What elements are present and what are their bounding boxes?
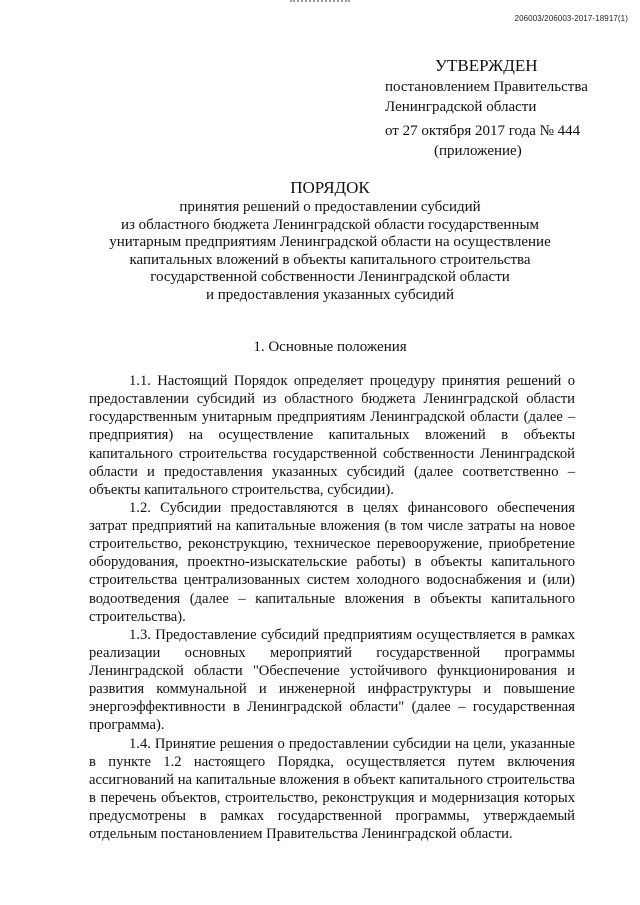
approval-line-1: постановлением Правительства	[385, 79, 588, 95]
approval-appendix: (приложение)	[434, 143, 522, 159]
document-title	[80, 178, 580, 304]
paragraph-1-1: 1.1. Настоящий Порядок определяет процедуру принятия решений о предоставлении субсидий из областного бюджета Ленинградской области государственным унитарным предприятиям Ленинградской области (далее – предприятия) на осуществление капитальных вложений в объекты капитального строительства государственной собственности Ленинградской области и предоставления указанных субсидий (далее соответственно – объекты капитального строительства, субсидии).	[89, 373, 575, 498]
approved-label: УТВЕРЖДЕН	[435, 56, 538, 75]
section-heading: 1. Основные положения	[253, 339, 407, 355]
document-body	[89, 372, 575, 843]
title-line: принятия решений о предоставлении субсидий	[179, 199, 481, 215]
paragraph-1-3: 1.3. Предоставление субсидий предприятиям осуществляется в рамках реализации основных мероприятий государственной программы Ленинградской области "Обеспечение устойчивого функционирования и развития коммунальной и инженерной инфраструктуры и повышение энергоэффективности в Ленинградской области" (далее – государственная программа).	[89, 626, 575, 734]
approval-stamp-block	[385, 55, 588, 161]
approval-line-2: Ленинградской области	[385, 99, 537, 115]
title-line: унитарным предприятиям Ленинградской области на осуществление	[109, 234, 551, 250]
title-heading: ПОРЯДОК	[290, 178, 370, 197]
title-line: капитальных вложений в объекты капитального строительства	[129, 251, 531, 268]
paragraph-1-2: 1.2. Субсидии предоставляются в целях финансового обеспечения затрат предприятий на капитальные вложения (в том числе затраты на новое строительство, реконструкцию, техническое перевооружение, приобретение оборудования, проектно-изыскательские работы) в объекты капитального строительства централизованных систем холодного водоснабжения и (или) водоотведения (далее – капитальные вложения в объекты капитального строительства).	[89, 499, 575, 625]
title-line: государственной собственности Ленинградской области	[150, 269, 510, 285]
title-line: из областного бюджета Ленинградской области государственным	[120, 216, 540, 233]
document-id: 206003/206003-2017-18917(1)	[514, 14, 628, 23]
approval-date-number: от 27 октября 2017 года № 444	[385, 123, 581, 139]
title-line: и предоставления указанных субсидий	[205, 286, 454, 303]
paragraph-1-4: 1.4. Принятие решения о предоставлении субсидии на цели, указанные в пункте 1.2 настоящего Порядка, осуществляется путем включения ассигнований на капитальные вложения в объект капитального строительства в перечень объектов, строительство, реконструкция и модернизация которых предусмотрены в рамках государственной программы, утверждаемый отдельным постановлением Правительства Ленинградской области.	[89, 735, 575, 843]
scan-artifact	[290, 0, 350, 5]
